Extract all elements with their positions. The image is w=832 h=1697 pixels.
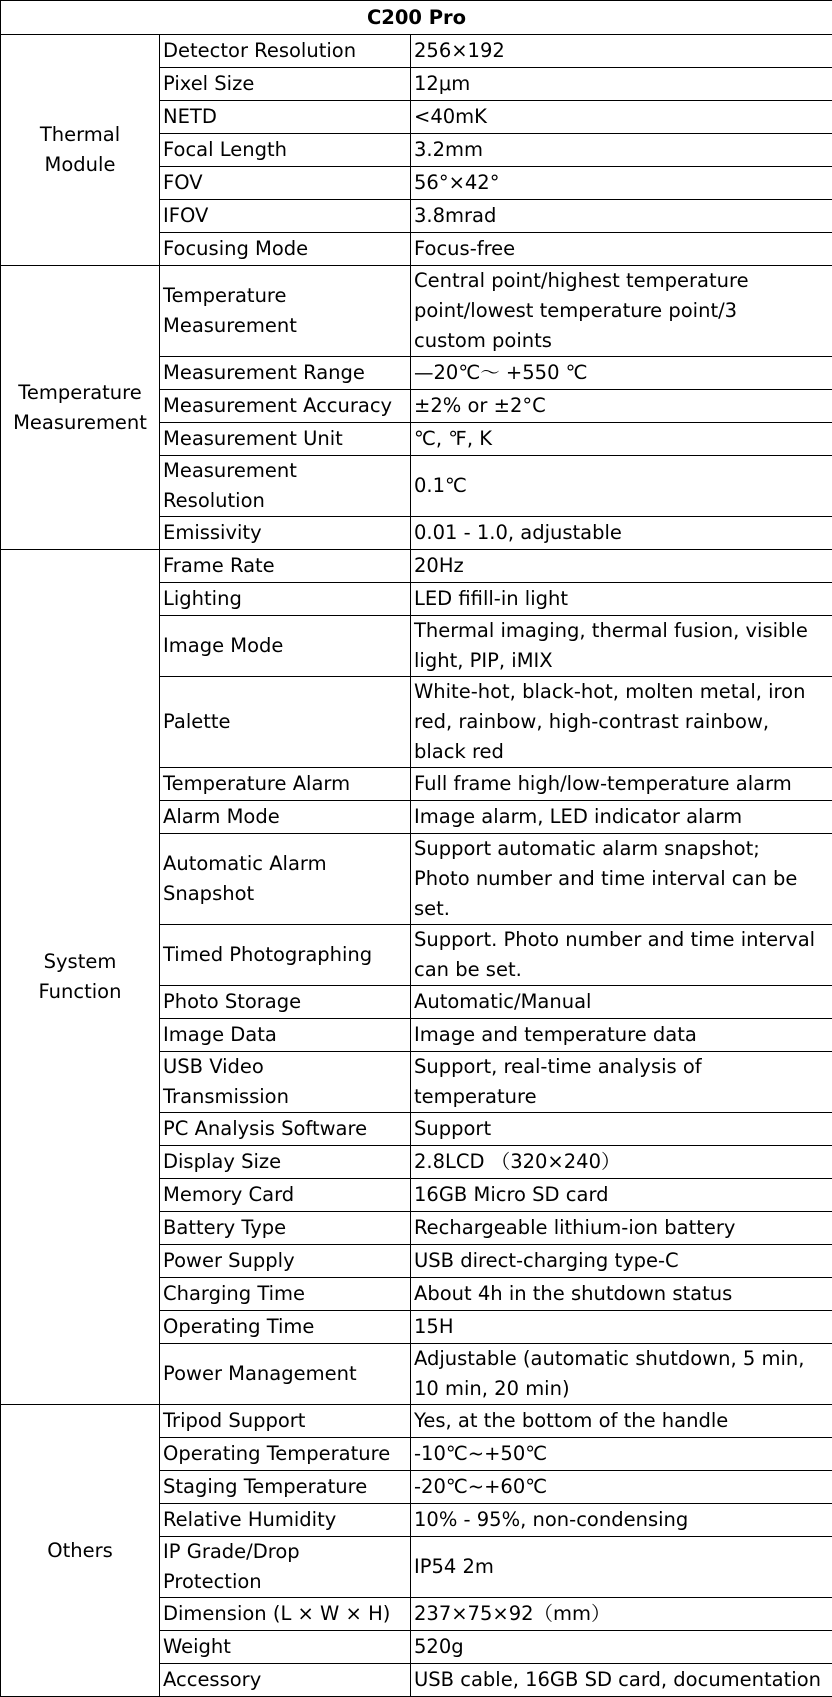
parameter-cell: Focusing Mode [160, 233, 411, 266]
parameter-cell: PC Analysis Software [160, 1113, 411, 1146]
value-cell: Focus-free [411, 233, 832, 266]
value-cell: 12μm [411, 68, 832, 101]
parameter-cell: IFOV [160, 200, 411, 233]
parameter-cell: Palette [160, 677, 411, 768]
value-cell: 20Hz [411, 550, 832, 583]
value-cell: USB cable, 16GB SD card, documentation [411, 1664, 832, 1697]
category-cell: Others [1, 1405, 160, 1697]
parameter-cell: Focal Length [160, 134, 411, 167]
parameter-cell: Power Supply [160, 1245, 411, 1278]
value-cell: White-hot, black-hot, molten metal, iron red, rainbow, high-contrast rainbow, black red [411, 677, 832, 768]
parameter-cell: Image Mode [160, 616, 411, 677]
value-cell: 0.1℃ [411, 456, 832, 517]
value-cell: IP54 2m [411, 1537, 832, 1598]
table-row [1, 266, 832, 357]
parameter-cell: Emissivity [160, 517, 411, 550]
parameter-cell: Temperature Alarm [160, 768, 411, 801]
value-cell: Image and temperature data [411, 1019, 832, 1052]
value-cell: Support, real-time analysis of temperature [411, 1052, 832, 1113]
value-cell: Image alarm, LED indicator alarm [411, 801, 832, 834]
parameter-cell: Tripod Support [160, 1405, 411, 1438]
parameter-cell: Measurement Range [160, 357, 411, 390]
value-cell: 16GB Micro SD card [411, 1179, 832, 1212]
value-cell: Central point/highest temperature point/lowest temperature point/3 custom points [411, 266, 832, 357]
value-cell: Rechargeable lithium-ion battery [411, 1212, 832, 1245]
value-cell: Support. Photo number and time interval can be set. [411, 925, 832, 986]
parameter-cell: Operating Time [160, 1311, 411, 1344]
value-cell: Support [411, 1113, 832, 1146]
parameter-cell: Temperature Measurement [160, 266, 411, 357]
value-cell: Adjustable (automatic shutdown, 5 min, 10 min, 20 min) [411, 1344, 832, 1405]
parameter-cell: Relative Humidity [160, 1504, 411, 1537]
parameter-cell: Alarm Mode [160, 801, 411, 834]
value-cell: —20℃～ +550 ℃ [411, 357, 832, 390]
value-cell: 0.01 - 1.0, adjustable [411, 517, 832, 550]
value-cell: Full frame high/low-temperature alarm [411, 768, 832, 801]
parameter-cell: Pixel Size [160, 68, 411, 101]
parameter-cell: Accessory [160, 1664, 411, 1697]
value-cell: -10℃~+50℃ [411, 1438, 832, 1471]
table-row [1, 550, 832, 583]
table-title: C200 Pro [1, 1, 832, 35]
value-cell: LED fifill-in light [411, 583, 832, 616]
parameter-cell: Display Size [160, 1146, 411, 1179]
value-cell: Automatic/Manual [411, 986, 832, 1019]
category-cell: Temperature Measurement [1, 266, 160, 550]
parameter-cell: Memory Card [160, 1179, 411, 1212]
value-cell: 256×192 [411, 35, 832, 68]
parameter-cell: USB Video Transmission [160, 1052, 411, 1113]
table-row [1, 1405, 832, 1438]
value-cell: 15H [411, 1311, 832, 1344]
category-cell: Thermal Module [1, 35, 160, 266]
value-cell: 2.8LCD （320×240） [411, 1146, 832, 1179]
parameter-cell: Detector Resolution [160, 35, 411, 68]
parameter-cell: Battery Type [160, 1212, 411, 1245]
parameter-cell: Measurement Unit [160, 423, 411, 456]
parameter-cell: Frame Rate [160, 550, 411, 583]
table-row [1, 35, 832, 68]
value-cell: 3.8mrad [411, 200, 832, 233]
value-cell: About 4h in the shutdown status [411, 1278, 832, 1311]
parameter-cell: Operating Temperature [160, 1438, 411, 1471]
value-cell: 56°×42° [411, 167, 832, 200]
parameter-cell: Automatic Alarm Snapshot [160, 834, 411, 925]
value-cell: Support automatic alarm snapshot; Photo number and time interval can be set. [411, 834, 832, 925]
value-cell: ±2% or ±2°C [411, 390, 832, 423]
parameter-cell: Lighting [160, 583, 411, 616]
parameter-cell: IP Grade/Drop Protection [160, 1537, 411, 1598]
parameter-cell: Measurement Accuracy [160, 390, 411, 423]
parameter-cell: Measurement Resolution [160, 456, 411, 517]
parameter-cell: FOV [160, 167, 411, 200]
parameter-cell: Timed Photographing [160, 925, 411, 986]
value-cell: 520g [411, 1631, 832, 1664]
title-row [1, 1, 832, 35]
value-cell: -20℃~+60℃ [411, 1471, 832, 1504]
value-cell: <40mK [411, 101, 832, 134]
value-cell: Yes, at the bottom of the handle [411, 1405, 832, 1438]
value-cell: 3.2mm [411, 134, 832, 167]
parameter-cell: Charging Time [160, 1278, 411, 1311]
parameter-cell: Power Management [160, 1344, 411, 1405]
parameter-cell: Dimension (L × W × H) [160, 1598, 411, 1631]
category-cell: System Function [1, 550, 160, 1405]
spec-body [1, 35, 832, 1697]
value-cell: ℃, ℉, K [411, 423, 832, 456]
parameter-cell: Photo Storage [160, 986, 411, 1019]
value-cell: 237×75×92（mm） [411, 1598, 832, 1631]
parameter-cell: Image Data [160, 1019, 411, 1052]
parameter-cell: Weight [160, 1631, 411, 1664]
value-cell: 10% - 95%, non-condensing [411, 1504, 832, 1537]
parameter-cell: NETD [160, 101, 411, 134]
value-cell: Thermal imaging, thermal fusion, visible light, PIP, iMIX [411, 616, 832, 677]
parameter-cell: Staging Temperature [160, 1471, 411, 1504]
value-cell: USB direct-charging type-C [411, 1245, 832, 1278]
